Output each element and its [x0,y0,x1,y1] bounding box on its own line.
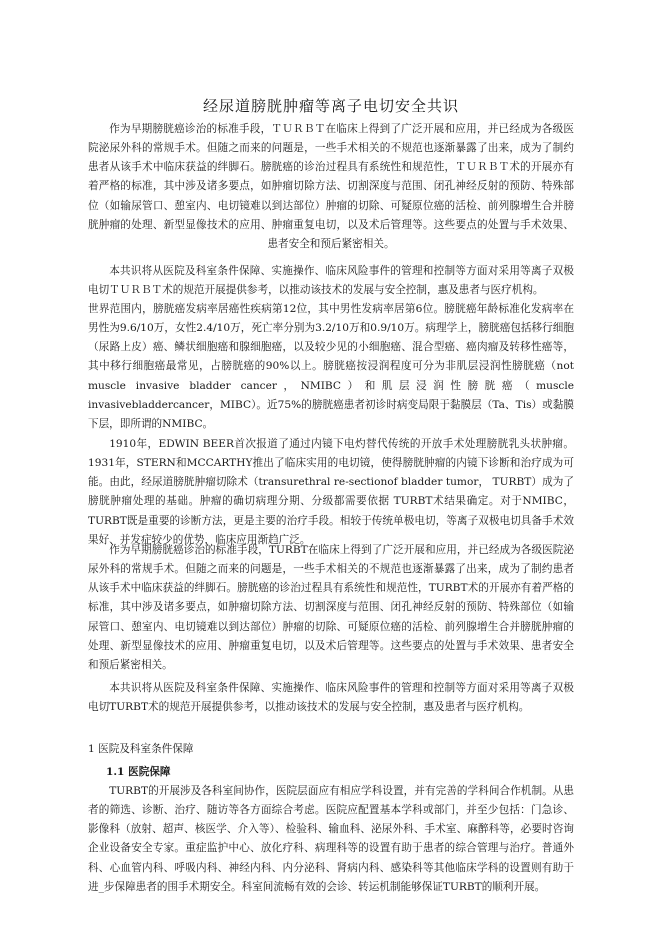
paragraph-scope-repeat: 本共识将从医院及科室条件保障、实施操作、临床风险事件的管理和控制等方面对采用等离子双极电切TURBT术的规范开展提供参考，以推动该技术的发展与安全控制，惠及患者与医疗机构。 [88,682,574,714]
paragraph-epidemiology: 世界范围内，膀胱癌发病率居癌性疾病第12位，其中男性发病率居第6位。膀胱癌年龄标准化发病率在男性为9.6/10万，女性2.4/10万，死亡率分别为3.2/10万和0.9/10万。病理学上，膀胱癌包括移行细胞（尿路上皮）癌、鳞状细胞癌和腺细胞癌，以及较少见的小细胞癌、混合型癌、癌肉瘤及转移性癌等，其中移行细胞癌最常见，占膀胱癌的90%以上。膀胱癌按浸润程度可分为非肌层浸润性膀胱癌（not muscle invasive bladder cancer，NMIBC）和肌层浸润性膀胱癌（muscle invasivebladdercancer，MIBC）。近75%的膀胱癌患者初诊时病变局限于黏膜层（Ta、Tis）或黏膜下层，即所谓的NMIBC。 [88,303,574,430]
document-title: 经尿道膀胱肿瘤等离子电切安全共识 [202,97,459,116]
paragraph-scope: 本共识将从医院及科室条件保障、实施操作、临床风险事件的管理和控制等方面对采用等离子双极电切ＴＵＲＢＴ术的规范开展提供参考，以推动该技术的发展与安全控制，惠及患者与医疗机构。 [88,265,574,297]
paragraph-history: 1910年，EDWIN BEER首次报道了通过内镜下电灼替代传统的开放手术处理膀胱乳头状肿瘤。 1931年，STERN和MCCARTHY推出了临床实用的电切镜，使得膀胱肿瘤的内镜下诊断和治疗成为可能。由此，经尿道膀胱肿瘤切除术（transurethral re-sectionof bladder tumor， TURBT）成为了膀胱肿瘤处理的基础。肿瘤的确切病理分期、分级都需要依据 TURBT术结果确定。对于NMIBC，TURBT既是重要的诊断方法，更是主要的治疗手段。相较于传统单极电切，等离子双极电切具备手术效果好、并发症较少的优势，临床应用渐趋广泛。 [88,438,574,546]
section-heading-1: 1 医院及科室条件保障 [88,743,194,755]
section-heading-1-1: 1.1 医院保障 [106,766,171,778]
paragraph-intro-repeat: 作为早期膀胱癌诊治的标准手段，TURBT在临床上得到了广泛开展和应用，并已经成为各级医院泌尿外科的常规手术。但随之而来的问题是，一些手术相关的不规范也逐渐暴露了出来，成为了制约患者从该手术中临床获益的绊脚石。膀胱癌的诊治过程具有系统性和规范性，TURBT术的开展亦有着严格的标准，其中涉及诸多要点，如肿瘤切除方法、切割深度与范围、闭孔神经反射的预防、特殊部位（如输尿管口、憩室内、电切镜难以到达部位）肿瘤的切除、可疑原位癌的活检、前列腺增生合并膀胱肿瘤的处理、新型显像技术的应用、肿瘤重复电切，以及术后管理等。这些要点的处置与手术效果、患者安全和预后紧密相关。 [88,544,574,671]
paragraph-hospital-support: TURBT的开展涉及各科室间协作，医院层面应有相应学科设置，并有完善的学科间合作机制。从患者的筛选、诊断、治疗、随访等各方面综合考虑。医院应配置基本学科或部门，并至少包括：门急诊、影像科（放射、超声、核医学、介入等）、检验科、输血科、泌尿外科、手术室、麻醉科等，必要时咨询企业设备安全专家。重症监护中心、放化疗科、病理科等的设置有助于患者的综合管理与治疗。普通外科、心血管内科、呼吸内科、神经内科、内分泌科、肾病内科、感染科等其他临床学科的设置则有助于进_步保障患者的围手术期安全。科室间流畅有效的会诊、转运机制能够保证TURBT的顺利开展。 [88,785,574,893]
abstract-paragraph: 作为早期膀胱癌诊治的标准手段，ＴＵＲＢＴ在临床上得到了广泛开展和应用，并已经成为各级医院泌尿外科的常规手术。但随之而来的问题是，一些手术相关的不规范也逐渐暴露了出来，成为了制约患者从该手术中临床获益的绊脚石。膀胱癌的诊治过程具有系统性和规范性，ＴＵＲＢＴ术的开展亦有着严格的标准，其中涉及诸多要点，如肿瘤切除方法、切割深度与范围、闭孔神经反射的预防、特殊部位（如输尿管口、憩室内、电切镜难以到达部位）肿瘤的切除、可疑原位癌的活检、前列腺增生合并膀胱肿瘤的处理、新型显像技术的应用、肿瘤重复电切，以及术后管理等。这些要点的处置与手术效果、患者安全和预后紧密相关。 [88,123,574,250]
